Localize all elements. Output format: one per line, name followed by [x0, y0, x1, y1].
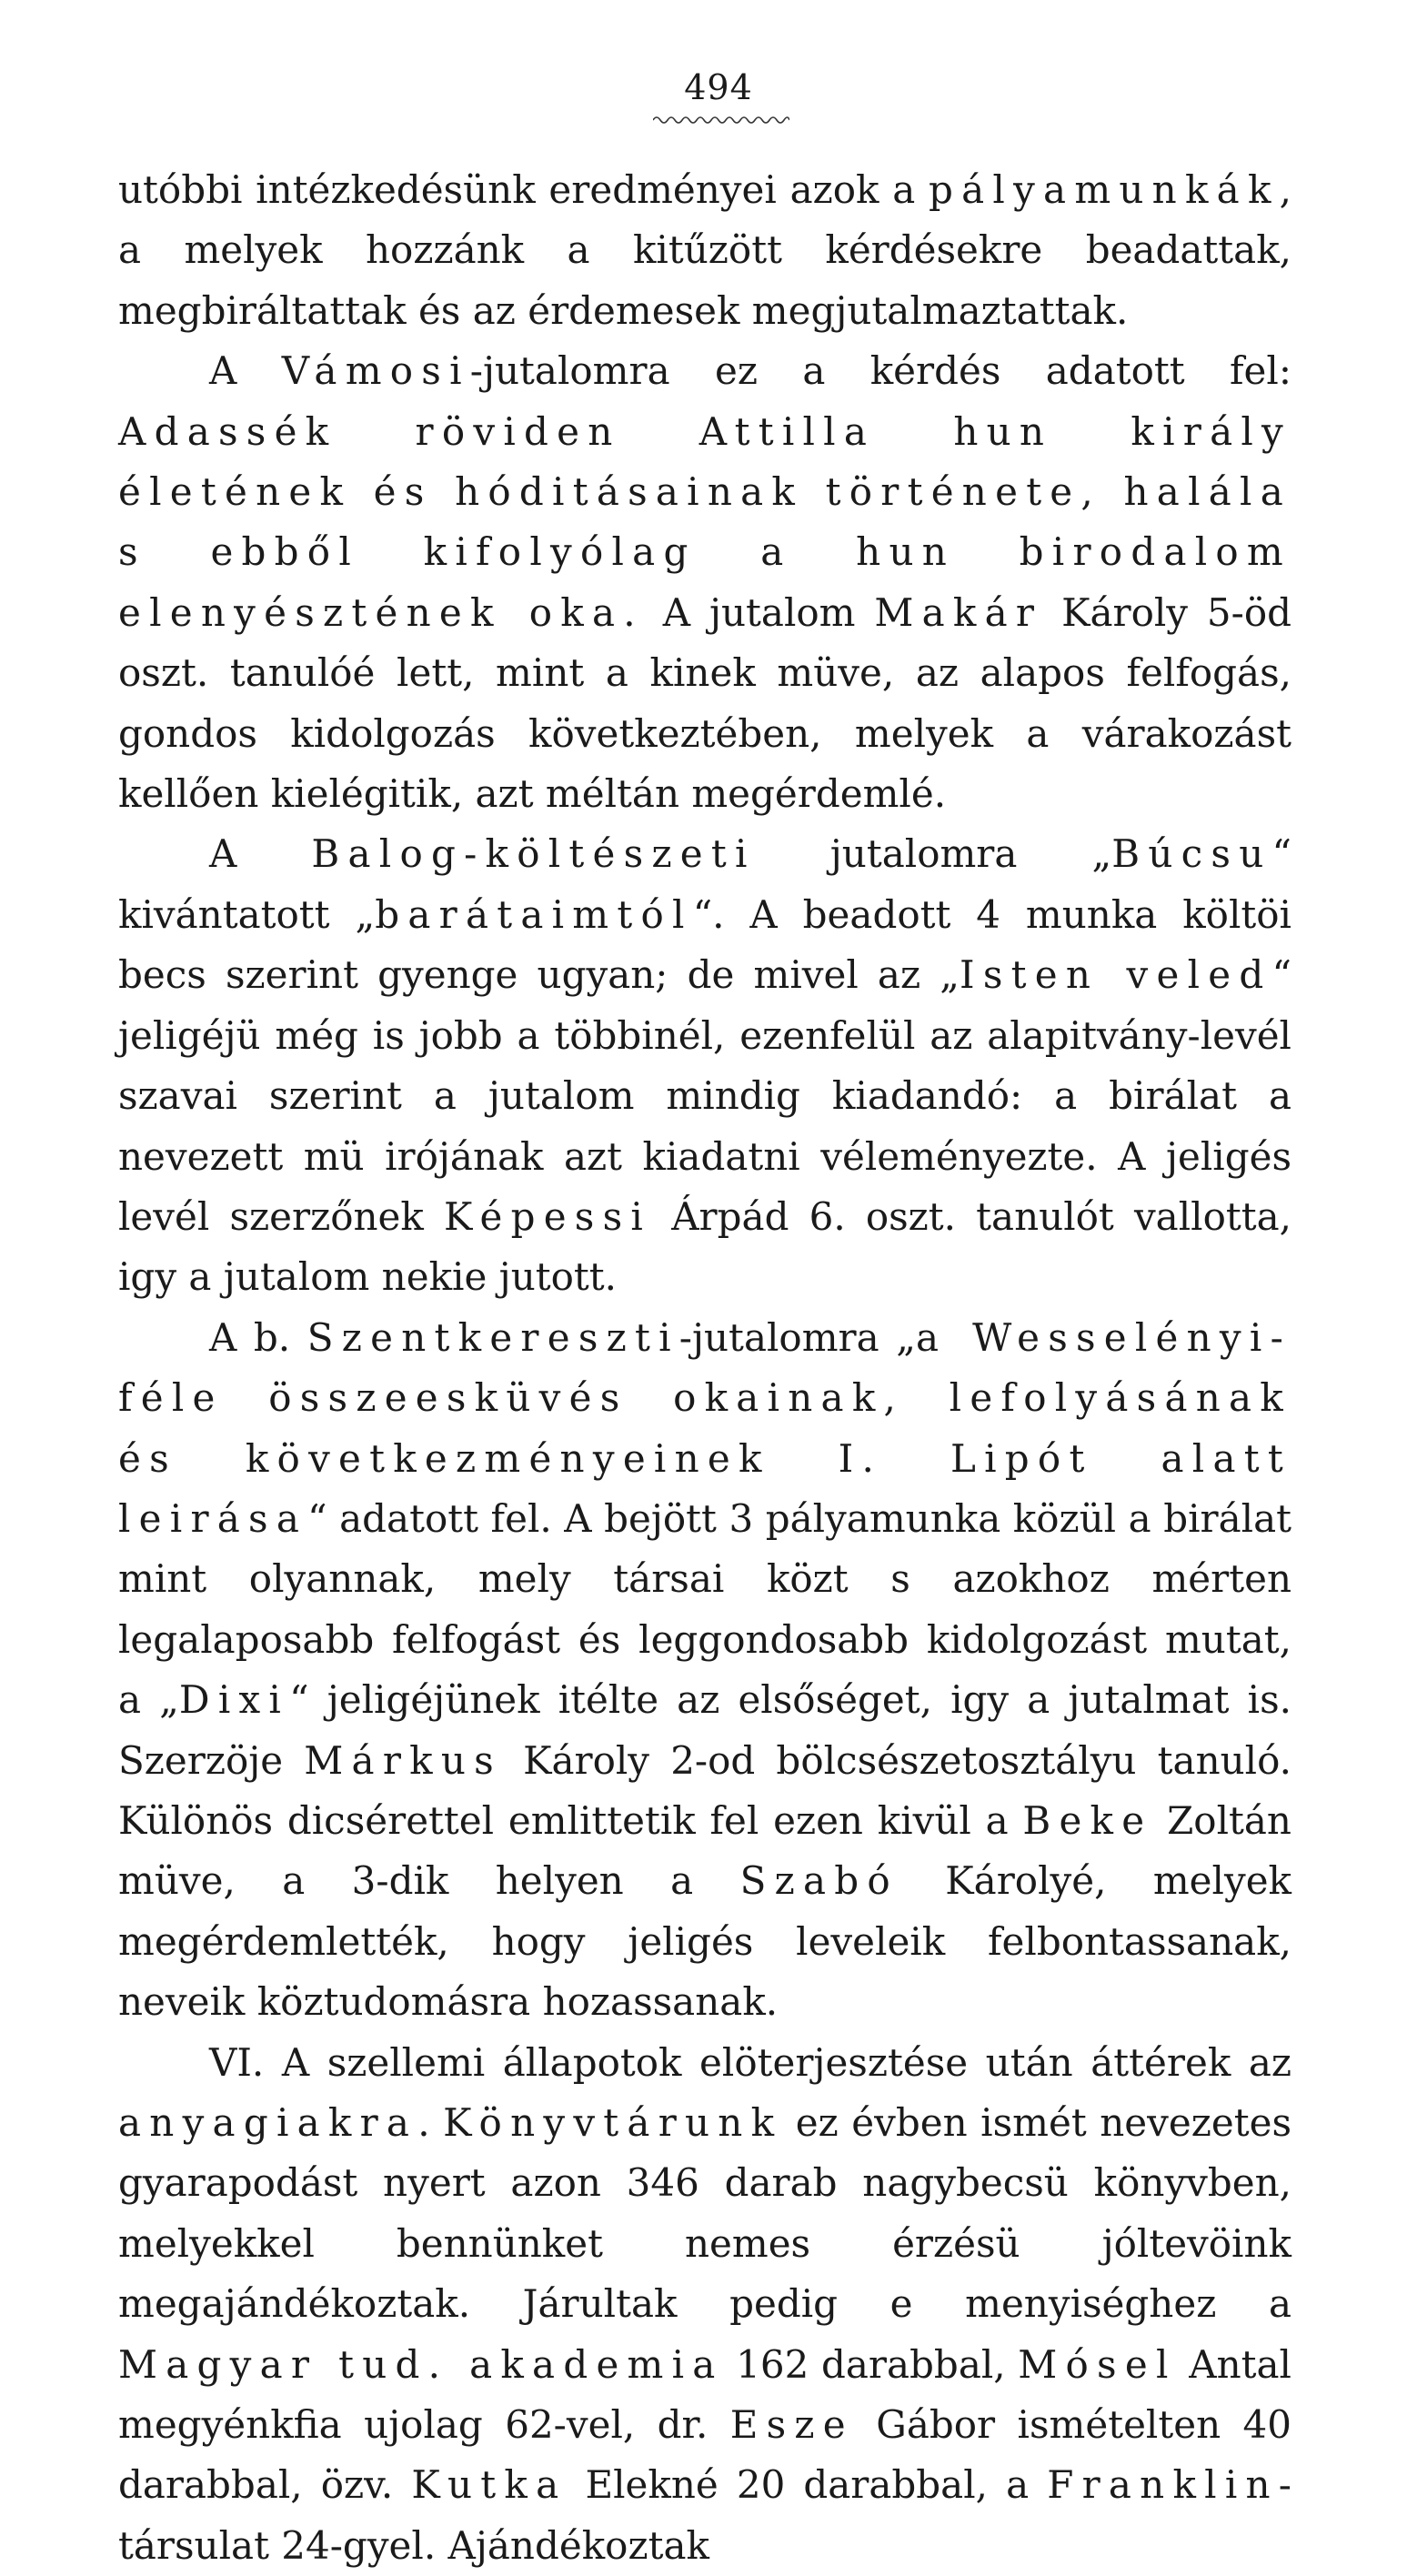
paragraph [118, 1308, 1291, 2033]
paragraph [118, 160, 1291, 341]
text-run: utóbbi intézkedésünk eredményei azok a [118, 167, 929, 212]
paragraph [118, 341, 1291, 824]
text-run: “ adatott fel. A bejött 3 pályamunka közül a birálat mint olyannak, mely társai közt s azokhoz mérten legalaposabb felfogást és leggondosabb kidolgozást mutat, a „ [118, 1495, 1291, 1723]
spaced-emphasis-text: Márkus [304, 1737, 502, 1783]
text-run: “ jeligéjü még is jobb a többinél, ezenfelül az alapitvány-levél szavai szerint a jutalom mindig kiadandó: a birálat a nevezett mü irójának azt kiadatni véleményezte. A jeligés levél szerzőnek [118, 952, 1291, 1239]
spaced-emphasis-text: Isten veled [960, 952, 1272, 998]
text-run: Károly 5-öd oszt. tanulóé lett, mint a kinek müve, az alapos felfogás, gondos kidolgozás következtében, melyek a várakozást kellően kielégitik, azt méltán megérdemlé. [118, 589, 1291, 817]
text-run: ez évben ismét nevezetes gyarapodást nyert azon 346 darab nagybecsü könyvben, melyekkel bennünket nemes érzésü jóltevöink megajándékoztak. Járultak pedig e menyiséghez a [118, 2100, 1291, 2327]
spaced-emphasis-text: pályamunkák [929, 167, 1280, 212]
text-run: -társulat 24-gyel. Ajándékoztak [118, 2462, 1291, 2568]
spaced-emphasis-text: Dixi [178, 1677, 290, 1723]
text-run: Antal megyénkfia ujolag 62-vel, dr. [118, 2341, 1291, 2448]
text-run: “ kivántatott „ [118, 831, 1291, 937]
text-run: 162 darabbal, [723, 2341, 1019, 2387]
spaced-emphasis-text: barátaimtól [375, 891, 693, 937]
spaced-emphasis-text: a Wesselényi-féle összeesküvés okainak, lefolyásának és következményeinek I. Lipót alatt leirása [118, 1314, 1292, 1541]
spaced-emphasis-text: Szabó [739, 1858, 899, 1904]
paragraph [118, 824, 1291, 1307]
text-run: Károly 2-od bölcsészetosztályu tanuló. Különös dicsérettel emlittetik fel ezen kivül a [118, 1737, 1291, 1843]
spaced-emphasis-text: Beke [1022, 1797, 1153, 1843]
spaced-emphasis-text: Kutka [411, 2462, 568, 2508]
text-run: VI. A szellemi állapotok elöterjesztése után áttérek az [209, 2039, 1291, 2085]
spaced-emphasis-text: anyagiakra [118, 2100, 418, 2145]
spaced-emphasis-text: Magyar tud. akademia [118, 2341, 724, 2387]
text-run: . [417, 2100, 444, 2145]
text-run: Elekné 20 darabbal, a [567, 2462, 1048, 2508]
spaced-emphasis-text: Könyvtárunk [443, 2100, 783, 2145]
text-run: “ jeligéjünek itélte az elsőséget, igy a jutalmat is. Szerzöje [118, 1677, 1291, 1783]
spaced-emphasis-text: Franklin [1047, 2462, 1279, 2508]
text-run: Károlyé, melyek megérdemlették, hogy jeligés leveleik felbontassanak, neveik köztudomásra hozassanak. [118, 1858, 1291, 2025]
spaced-emphasis-text: Búcsu [1111, 831, 1272, 877]
text-run: Gábor ismételten 40 darabbal, özv. [118, 2402, 1291, 2508]
spaced-emphasis-text: Mósel [1018, 2341, 1177, 2387]
page-number: 494 [684, 67, 753, 107]
text-run: jutalomra „ [755, 831, 1112, 877]
text-run: A b. [209, 1314, 307, 1360]
spaced-emphasis-text: Vámosi [281, 348, 470, 394]
paragraph [118, 2033, 1291, 2576]
body-text [118, 160, 1291, 2576]
text-run: A [209, 831, 312, 877]
spaced-emphasis-text: Esze [729, 2402, 854, 2448]
text-run: “. A beadott 4 munka költöi becs szerint gyenge ugyan; de mivel az „ [118, 891, 1291, 998]
spaced-emphasis-text: Képessi [444, 1193, 652, 1239]
text-run: , a melyek hozzánk a kitűzött kérdésekre beadattak, megbiráltattak és az érdemesek megjutalmaztattak. [118, 167, 1291, 333]
text-run: -jutalomra ez a kérdés adatott fel: [469, 348, 1291, 394]
text-run: A jutalom [643, 589, 875, 635]
spaced-emphasis-text: Adassék röviden Attilla hun király életének és hóditásainak története, halála s ebből kifolyólag a hun birodalom elenyésztének oka. [118, 408, 1291, 635]
spaced-emphasis-text: Makár [874, 589, 1043, 635]
text-run: Zoltán müve, a 3-dik helyen a [118, 1797, 1291, 1904]
text-run: -jutalomra „ [678, 1314, 916, 1360]
text-run: A [209, 348, 282, 394]
wavy-ornament [653, 113, 789, 127]
spaced-emphasis-text: Szentkereszti [307, 1314, 679, 1360]
text-run: Árpád 6. oszt. tanulót vallotta, igy a jutalom nekie jutott. [118, 1193, 1292, 1300]
spaced-emphasis-text: Balog-költészeti [311, 831, 756, 877]
